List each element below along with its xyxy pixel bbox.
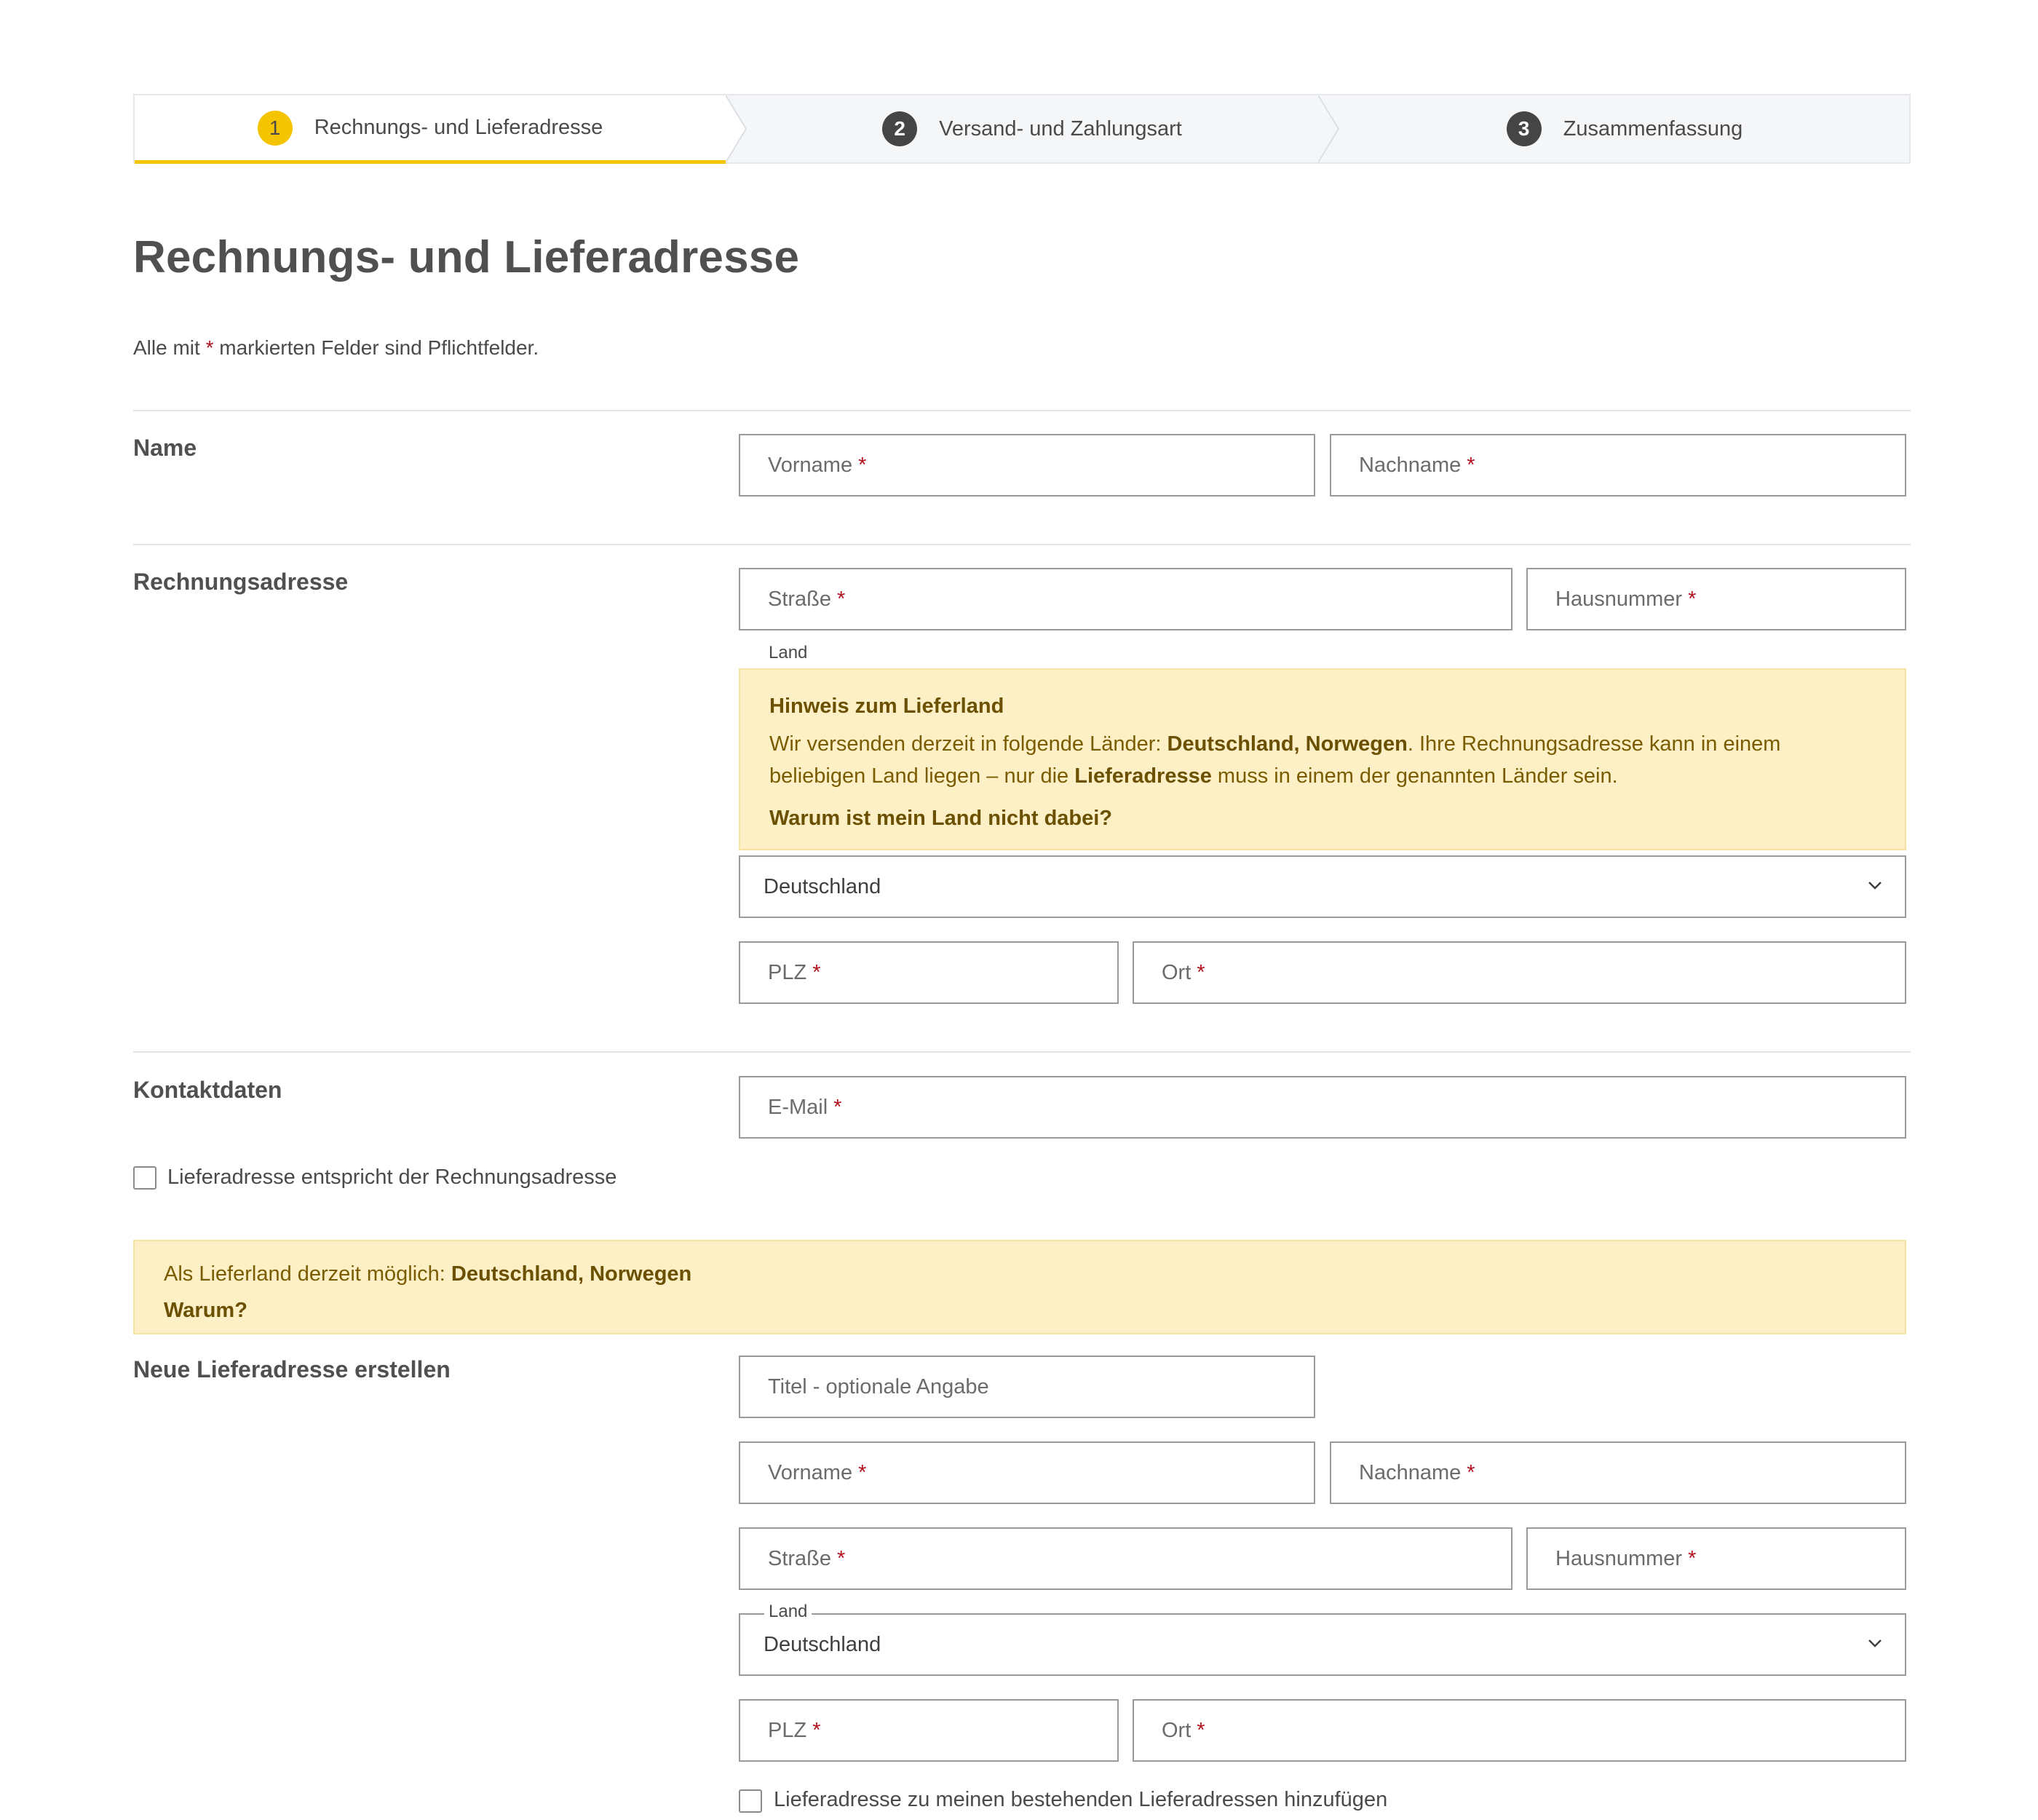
why-link[interactable]: Warum? <box>164 1299 247 1322</box>
section-title-name: Name <box>133 435 197 461</box>
step-separator-icon <box>726 95 748 162</box>
house-number-field[interactable]: Hausnummer * <box>1526 568 1906 630</box>
add-to-addresses-label[interactable]: Lieferadresse zu meinen bestehenden Lieferadressen hinzufügen <box>774 1788 1388 1811</box>
step-label: Zusammenfassung <box>1563 116 1743 141</box>
title-field[interactable]: Titel - optionale Angabe <box>739 1356 1315 1418</box>
section-title-contact: Kontaktdaten <box>133 1077 282 1103</box>
step-summary[interactable] <box>1340 95 1909 162</box>
shipping-country-label: Land <box>764 1602 812 1622</box>
divider <box>133 1051 1911 1053</box>
lastname-field[interactable]: Nachname * <box>1330 434 1906 496</box>
page-title: Rechnungs- und Lieferadresse <box>133 232 800 282</box>
required-note-suffix: markierten Felder sind Pflichtfelder. <box>219 336 539 359</box>
why-country-link[interactable]: Warum ist mein Land nicht dabei? <box>769 807 1113 830</box>
same-address-label[interactable]: Lieferadresse entspricht der Rechnungsadresse <box>167 1166 617 1189</box>
shipping-country-notice <box>133 1240 1906 1334</box>
country-label: Land <box>764 643 812 663</box>
step-number: 1 <box>258 111 293 146</box>
shipping-firstname-field[interactable]: Vorname * <box>739 1441 1315 1504</box>
shipping-street-field[interactable]: Straße * <box>739 1527 1512 1590</box>
city-field[interactable]: Ort * <box>1133 941 1906 1004</box>
country-notice <box>739 668 1906 850</box>
step-label: Rechnungs- und Lieferadresse <box>314 116 603 139</box>
required-star: * <box>205 336 214 359</box>
divider <box>133 544 1911 545</box>
step-separator-icon <box>1318 95 1340 162</box>
section-title-new-shipping: Neue Lieferadresse erstellen <box>133 1356 451 1382</box>
shipping-notice-text: Als Lieferland derzeit möglich: Deutschland, Norwegen <box>164 1262 692 1286</box>
required-fields-note <box>133 336 539 360</box>
notice-title: Hinweis zum Lieferland <box>769 695 1004 718</box>
chevron-down-icon <box>1867 1635 1883 1651</box>
email-field[interactable]: E-Mail * <box>739 1076 1906 1139</box>
step-label: Versand- und Zahlungsart <box>939 116 1182 141</box>
shipping-country-select[interactable]: Deutschland <box>739 1613 1906 1676</box>
firstname-field[interactable]: Vorname * <box>739 434 1315 496</box>
step-shipping-payment[interactable] <box>748 95 1317 162</box>
shipping-city-field[interactable]: Ort * <box>1133 1699 1906 1762</box>
chevron-down-icon <box>1867 877 1883 893</box>
notice-text: Wir versenden derzeit in folgende Länder: Deutschland, Norwegen. Ihre Rechnungsadresse kann in einem beliebigen Land liegen – nur die Lieferadresse muss in einem der genannten Länder sein. <box>769 732 1781 788</box>
add-to-addresses-checkbox[interactable] <box>739 1789 762 1813</box>
same-address-checkbox[interactable] <box>133 1166 156 1190</box>
step-number: 2 <box>882 111 917 146</box>
required-note-prefix: Alle mit <box>133 336 200 359</box>
shipping-zip-field[interactable]: PLZ * <box>739 1699 1119 1762</box>
step-number: 3 <box>1507 111 1542 146</box>
section-title-billing: Rechnungsadresse <box>133 569 349 595</box>
shipping-house-number-field[interactable]: Hausnummer * <box>1526 1527 1906 1590</box>
divider <box>133 410 1911 411</box>
shipping-lastname-field[interactable]: Nachname * <box>1330 1441 1906 1504</box>
street-field[interactable]: Straße * <box>739 568 1512 630</box>
checkout-stepper <box>133 94 1911 164</box>
zip-field[interactable]: PLZ * <box>739 941 1119 1004</box>
country-select[interactable]: Deutschland <box>739 855 1906 918</box>
step-address[interactable] <box>135 95 726 164</box>
